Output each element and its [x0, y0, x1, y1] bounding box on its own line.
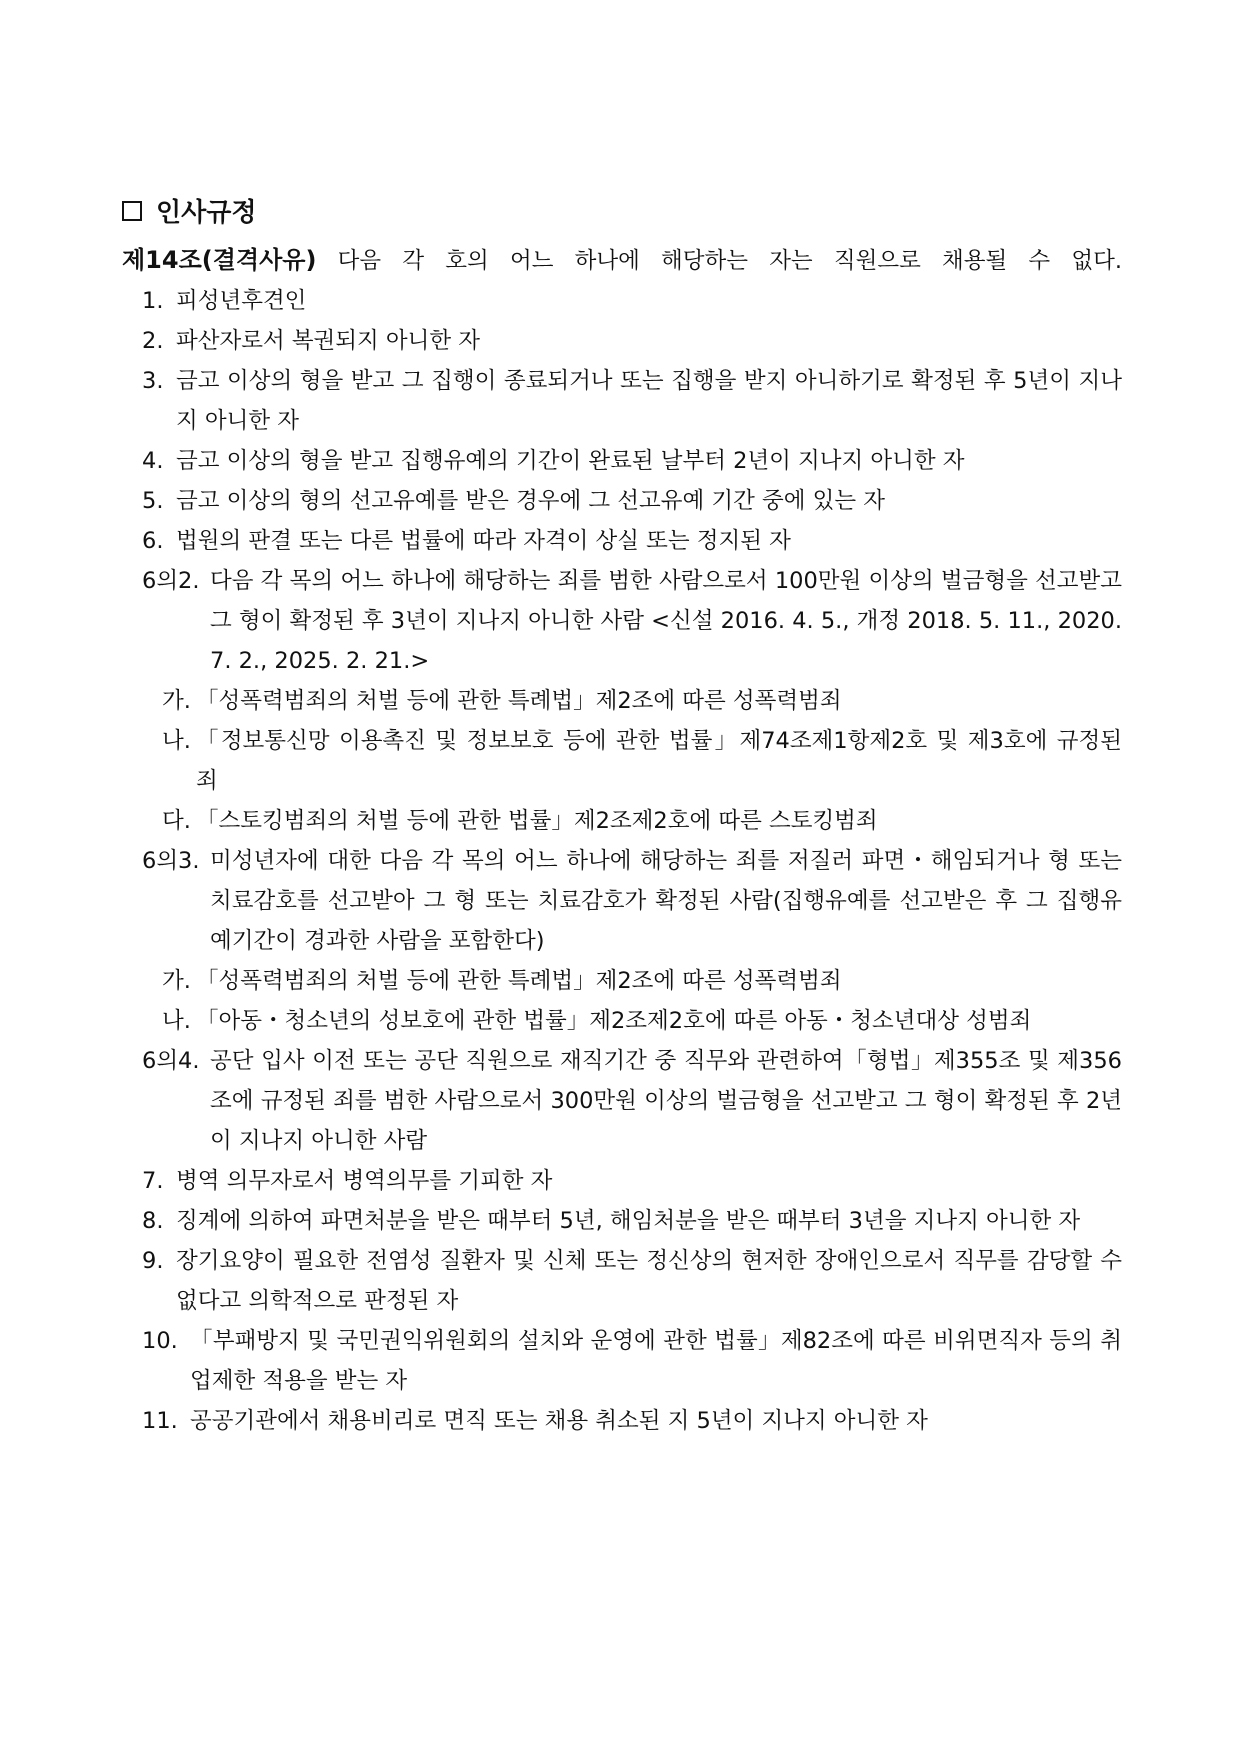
item-number: 6의4.: [142, 1048, 200, 1074]
list-item-9: [142, 1241, 1122, 1321]
list-item-1: [142, 281, 1122, 321]
item-text: 금고 이상의 형을 받고 집행유예의 기간이 완료된 날부터 2년이 지나지 아니한 자: [176, 448, 965, 474]
list-item-4: [142, 441, 1122, 481]
sub-item-text: 「정보통신망 이용촉진 및 정보보호 등에 관한 법률」제74조제1항제2호 및 제3호에 규정된 죄: [196, 728, 1122, 794]
item-number: 2.: [142, 328, 164, 354]
sub-item-marker: 가.: [162, 688, 191, 714]
item-number: 5.: [142, 488, 164, 514]
sub-item-marker: 다.: [162, 808, 191, 834]
item-number: 6.: [142, 528, 164, 554]
list-item-6-2: [142, 561, 1122, 681]
sub-item-6-2-na: [162, 721, 1122, 801]
item-number: 3.: [142, 368, 164, 394]
item-number: 1.: [142, 288, 164, 314]
sub-item-6-3-na: [162, 1001, 1122, 1041]
item-text: 법원의 판결 또는 다른 법률에 따라 자격이 상실 또는 정지된 자: [176, 528, 791, 554]
list-item-7: [142, 1161, 1122, 1201]
list-item-3: [142, 361, 1122, 441]
list-item-6: [142, 521, 1122, 561]
article-body: [122, 240, 1122, 1441]
section-title: 인사규정: [156, 198, 257, 228]
sub-item-6-2-ga: [162, 681, 1122, 721]
empty-square-icon: [122, 201, 142, 221]
item-text: 병역 의무자로서 병역의무를 기피한 자: [176, 1168, 553, 1194]
item-number: 6의3.: [142, 848, 200, 874]
item-number: 7.: [142, 1168, 164, 1194]
item-number: 4.: [142, 448, 164, 474]
list-item-5: [142, 481, 1122, 521]
item-number: 9.: [142, 1248, 164, 1274]
section-heading: [122, 192, 256, 229]
sub-item-6-3-ga: [162, 961, 1122, 1001]
sub-item-marker: 가.: [162, 968, 191, 994]
list-item-11: [142, 1401, 1122, 1441]
sub-item-text: 「성폭력범죄의 처벌 등에 관한 특례법」제2조에 따른 성폭력범죄: [196, 688, 842, 714]
item-text: 파산자로서 복권되지 아니한 자: [176, 328, 481, 354]
item-text: 「부패방지 및 국민권익위원회의 설치와 운영에 관한 법률」제82조에 따른 비위면직자 등의 취업제한 적용을 받는 자: [190, 1328, 1122, 1394]
article-heading-line: [122, 240, 1122, 281]
item-text: 피성년후견인: [176, 288, 307, 314]
item-number: 6의2.: [142, 568, 200, 594]
item-text: 미성년자에 대한 다음 각 목의 어느 하나에 해당하는 죄를 저질러 파면・해임되거나 형 또는 치료감호를 선고받아 그 형 또는 치료감호가 확정된 사람(집행유예를 선고받은 후 그 집행유예기간이 경과한 사람을 포함한다): [210, 848, 1122, 954]
article-intro: 다음 각 호의 어느 하나에 해당하는 자는 직원으로 채용될 수 없다.: [337, 248, 1122, 274]
sub-item-text: 「스토킹범죄의 처벌 등에 관한 법률」제2조제2호에 따른 스토킹범죄: [196, 808, 878, 834]
sub-item-6-2-da: [162, 801, 1122, 841]
sub-item-text: 「아동・청소년의 성보호에 관한 법률」제2조제2호에 따른 아동・청소년대상 성범죄: [196, 1008, 1032, 1034]
sub-item-marker: 나.: [162, 728, 191, 754]
item-text: 징계에 의하여 파면처분을 받은 때부터 5년, 해임처분을 받은 때부터 3년을 지나지 아니한 자: [176, 1208, 1081, 1234]
item-text: 공단 입사 이전 또는 공단 직원으로 재직기간 중 직무와 관련하여「형법」제355조 및 제356조에 규정된 죄를 범한 사람으로서 300만원 이상의 벌금형을 선고받고 그 형이 확정된 후 2년이 지나지 아니한 사람: [210, 1048, 1122, 1154]
sub-item-marker: 나.: [162, 1008, 191, 1034]
item-number: 10.: [142, 1328, 178, 1354]
list-item-8: [142, 1201, 1122, 1241]
item-text: 금고 이상의 형을 받고 그 집행이 종료되거나 또는 집행을 받지 아니하기로 확정된 후 5년이 지나지 아니한 자: [176, 368, 1122, 434]
item-text: 다음 각 목의 어느 하나에 해당하는 죄를 범한 사람으로서 100만원 이상의 벌금형을 선고받고 그 형이 확정된 후 3년이 지나지 아니한 사람 <신설 2016. 4. 5., 개정 2018. 5. 11., 2020. 7. 2., 2025. 2. 21.>: [210, 568, 1122, 674]
list-item-6-4: [142, 1041, 1122, 1161]
item-text: 금고 이상의 형의 선고유예를 받은 경우에 그 선고유예 기간 중에 있는 자: [176, 488, 885, 514]
item-number: 8.: [142, 1208, 164, 1234]
list-item-6-3: [142, 841, 1122, 961]
article-heading: 제14조(결격사유): [122, 246, 317, 274]
sub-item-text: 「성폭력범죄의 처벌 등에 관한 특례법」제2조에 따른 성폭력범죄: [196, 968, 842, 994]
list-item-2: [142, 321, 1122, 361]
item-text: 장기요양이 필요한 전염성 질환자 및 신체 또는 정신상의 현저한 장애인으로서 직무를 감당할 수 없다고 의학적으로 판정된 자: [176, 1248, 1122, 1314]
item-number: 11.: [142, 1408, 178, 1434]
list-item-10: [142, 1321, 1122, 1401]
item-text: 공공기관에서 채용비리로 면직 또는 채용 취소된 지 5년이 지나지 아니한 자: [190, 1408, 928, 1434]
